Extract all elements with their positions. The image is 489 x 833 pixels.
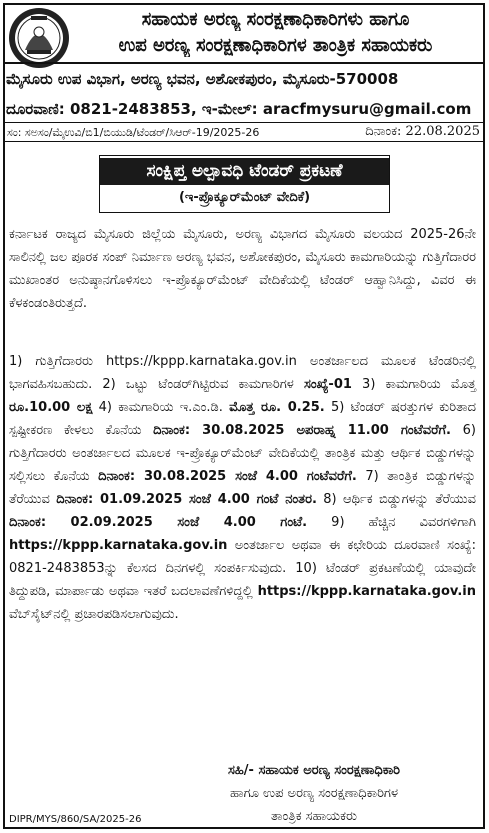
notice-subtitle: (ಇ-ಪ್ರೊಕ್ಯೂರ್‌ಮೆಂಟ್ ವೇದಿಕೆ) — [178, 190, 311, 205]
text-run: 5) ಟೆಂಡರ್ ಷರತ್ತುಗಳ ಕುರಿತಾದ ಸ್ಪಷ್ಟೀಕರಣ ಕೇಳಲು ಕೊನೆಯ — [9, 400, 476, 438]
notice-title-box — [99, 155, 390, 213]
bold-run: ದಿನಾಂಕ: 30.08.2025 ಸಂಜೆ 4.00 ಗಂಟೆವರೆಗೆ. — [98, 469, 357, 484]
reference-number: ಸಂ: ಸಅಸಂ/ಮೈಉವಿ/ಬಿ1/ಬಿಯುಡಿ/ಟೆಂಡರ್/ಸಿಆರ್-19/2025-26 — [7, 126, 260, 139]
text-run: 4) ಕಾಮಗಾರಿಯ ಇ.ಎಂ.ಡಿ. — [92, 400, 230, 415]
bold-run: ರೂ.10.00 ಲಕ್ಷ — [9, 400, 93, 415]
portal-link[interactable]: https://kppp.karnataka.gov.in — [257, 584, 476, 599]
office-name-line2: ಉಪ ಅರಣ್ಯ ಸಂರಕ್ಷಣಾಧಿಕಾರಿಗಳ ತಾಂತ್ರಿಕ ಸಹಾಯಕರು — [118, 35, 433, 56]
text-run: 7) ತಾಂತ್ರಿಕ ಬಿಡ್ಡುಗಳನ್ನು ತೆರೆಯುವ — [9, 469, 476, 507]
bold-run: ಸಂಖ್ಯೆ-01 — [303, 377, 352, 392]
text-run: 9) ಹೆಚ್ಚಿನ ವಿವರಗಳಿಗಾಗಿ — [307, 515, 476, 530]
text-run: ವೆಬ್‌ಸೈಟ್‌ನಲ್ಲಿ ಪ್ರಚಾರಪಡಿಸಲಾಗುವುದು. — [9, 607, 179, 622]
bold-run: ದಿನಾಂಕ: 02.09.2025 ಸಂಜೆ 4.00 ಗಂಟೆ. — [9, 515, 308, 530]
header-divider — [5, 62, 484, 64]
text-run: ಅಂತರ್ಜಾಲ ಅಥವಾ ಈ ಕಛೇರಿಯ ದೂರವಾಣಿ ಸಂಖ್ಯೆ: 0821-2483853ನ್ನು ಕೆಲಸದ ದಿನಗಳಲ್ಲಿ ಸಂಪರ್ಕಿಸುವುದು. 10) ಟೆಂಡರ್ ಪ್ರಕಟಣೆಯಲ್ಲಿ ಯಾವುದೇ ತಿದ್ದುಪಡಿ, ಮಾರ್ಪಾಡು ಅಥವಾ ಇತರೆ ಬದಲಾವಣೆಗಳಿದ್ದಲ್ಲಿ — [9, 538, 476, 599]
notice-details-paragraph — [9, 350, 476, 750]
reference-bar — [5, 122, 484, 142]
signature-line1: ಸಹಿ/- ಸಹಾಯಕ ಅರಣ್ಯ ಸಂರಕ್ಷಣಾಧಿಕಾರಿ — [227, 763, 401, 778]
signature-line3: ತಾಂತ್ರಿಕ ಸಹಾಯಕರು — [271, 809, 357, 824]
portal-link[interactable]: https://kppp.karnataka.gov.in — [9, 538, 228, 553]
office-address: ಮೈಸೂರು ಉಪ ವಿಭಾಗ, ಅರಣ್ಯ ಭವನ, ಅಶೋಕಪುರಂ, ಮೈಸೂರು-570008 — [6, 70, 399, 88]
office-name-line1: ಸಹಾಯಕ ಅರಣ್ಯ ಸಂರಕ್ಷಣಾಧಿಕಾರಿಗಳು ಹಾಗೂ — [141, 9, 410, 30]
office-contact: ದೂರವಾಣಿ: 0821-2483853, ಇ-ಮೇಲ್: aracfmysuru@gmail.com — [6, 100, 472, 118]
text-run: 1) ಗುತ್ತಿಗೆದಾರರು https://kppp.karnataka.gov.in ಅಂತರ್ಜಾಲದ ಮೂಲಕ ಟೆಂಡರಿನಲ್ಲಿ ಭಾಗವಹಿಸಬಹುದು. 2) ಒಟ್ಟು ಟೆಂಡರ್‌ಗಿಟ್ಟಿರುವ ಕಾಮಗಾರಿಗಳ — [9, 354, 476, 392]
text-run: 6) ಗುತ್ತಿಗೆದಾರರು ಅಂತರ್ಜಾಲದ ಮೂಲಕ ಇ-ಪ್ರೊಕ್ಯೂರ್‌ಮೆಂಟ್ ವೇದಿಕೆಯಲ್ಲಿ ತಾಂತ್ರಿಕ ಮತ್ತು ಆರ್ಥಿಕ ಬಿಡ್ಡುಗಳನ್ನು ಸಲ್ಲಿಸಲು ಕೊನೆಯ — [9, 423, 476, 484]
text-run: 8) ಆರ್ಥಿಕ ಬಿಡ್ಡುಗಳನ್ನು ತೆರೆಯುವ — [316, 492, 476, 507]
bold-run: ಮೊತ್ತ ರೂ. 0.25. — [229, 400, 325, 415]
notice-title: ಸಂಕ್ಷಿಪ್ತ ಅಲ್ಪಾವಧಿ ಟೆಂಡರ್ ಪ್ರಕಟಣೆ — [100, 158, 389, 185]
dipr-code: DIPR/MYS/860/SA/2025-26 — [9, 814, 142, 825]
notice-date: ದಿನಾಂಕ: 22.08.2025 — [365, 124, 480, 139]
karnataka-state-emblem-icon — [9, 8, 69, 68]
bold-run: ದಿನಾಂಕ: 30.08.2025 ಅಪರಾಹ್ನ 11.00 ಗಂಟೆವರೆಗೆ. — [153, 423, 451, 438]
bold-run: ದಿನಾಂಕ: 01.09.2025 ಸಂಜೆ 4.00 ಗಂಟೆ ನಂತರ. — [56, 492, 317, 507]
signature-line2: ಹಾಗೂ ಉಪ ಅರಣ್ಯ ಸಂರಕ್ಷಣಾಧಿಕಾರಿಗಳ — [229, 786, 399, 801]
text-run: 3) ಕಾಮಗಾರಿಯ ಮೊತ್ತ — [351, 377, 476, 392]
notice-intro-paragraph: ಕರ್ನಾಟಕ ರಾಜ್ಯದ ಮೈಸೂರು ಜಿಲ್ಲೆಯ ಮೈಸೂರು, ಅರಣ್ಯ ವಿಭಾಗದ ಮೈಸೂರು ವಲಯದ 2025-26ನೇ ಸಾಲಿನಲ್ಲಿ ಜಲ ಪೂರಕ ಸಂಪ್ ನಿರ್ಮಾಣ ಅರಣ್ಯ ಭವನ, ಅಶೋಕಪುರಂ, ಮೈಸೂರು ಕಾಮಗಾರಿಯನ್ನು ಗುತ್ತಿಗೆದಾರರ ಮುಖಾಂತರ ಅನುಷ್ಠಾನಗೊಳಿಸಲು ಇ-ಪ್ರೊಕ್ಯೂರ್‌ಮೆಂಟ್ ವೇದಿಕೆಯಲ್ಲಿ ಟೆಂಡರ್ ಆಹ್ವಾನಿಸಿದ್ದು, ವಿವರ ಈ ಕೆಳಕಂಡಂತಿರುತ್ತದೆ. — [9, 227, 476, 311]
